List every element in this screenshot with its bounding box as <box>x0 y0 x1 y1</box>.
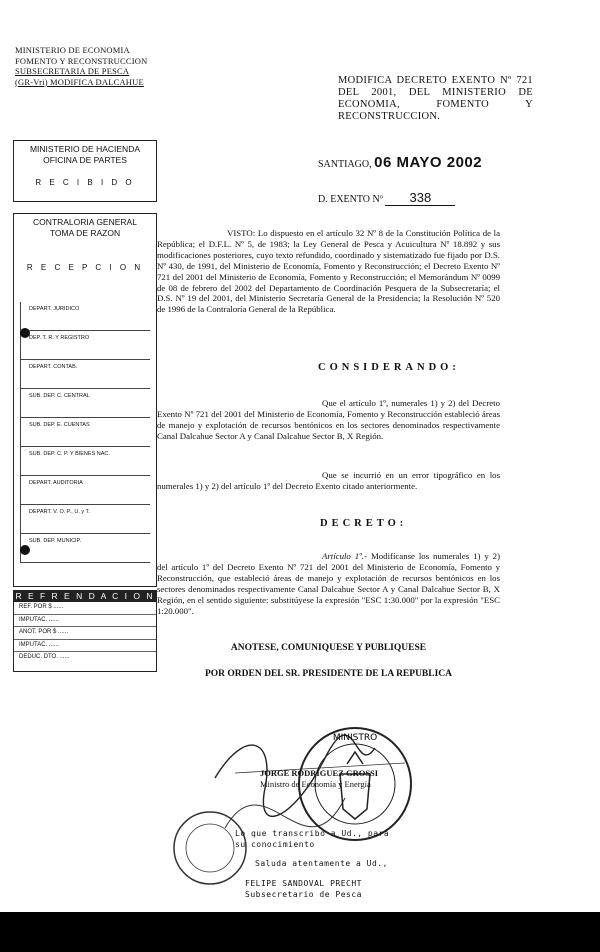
refrendacion-row: IMPUTAC. ...... <box>14 615 156 628</box>
hacienda-received: R E C I B I D O <box>35 178 135 187</box>
por-orden-line: POR ORDEN DEL SR. PRESIDENTE DE LA REPUBLICA <box>204 669 453 679</box>
refrendacion-row: REF. POR $ ...... <box>14 602 156 615</box>
articulo-text: Modifícanse los numerales 1) y 2) del artículo 1º del Decreto Exento Nº 721 del 2001 del Ministerio de Economía, Fomento y Reconstrucción, que estableció áreas de manejo y explotación de recursos bentónicos en los sectores denominados respectivamente Canal Dalcahue Sector A y Canal Dalcahue Sector B, X Región, en el sentido siguiente: substitúyese la expresión "ESC 1:30.000" por la expresión "ESC 1:20.000". <box>157 551 501 616</box>
refrendacion-title: R E F R E N D A C I O N <box>15 591 155 601</box>
contraloria-row: DEPART. JURIDICO <box>20 302 150 331</box>
contraloria-line-1: CONTRALORIA GENERAL <box>33 217 137 227</box>
punch-hole <box>20 328 30 338</box>
exento-number-line <box>318 190 455 206</box>
ministry-line-2: FOMENTO Y RECONSTRUCCION <box>15 55 148 66</box>
scan-bottom-edge <box>0 912 600 952</box>
anotese-line: ANOTESE, COMUNIQUESE Y PUBLIQUESE <box>230 643 427 653</box>
decreto-heading: DECRETO: <box>320 518 408 529</box>
seal-text: MINISTRO <box>332 733 378 743</box>
exento-label: D. EXENTO Nº <box>318 194 383 205</box>
contraloria-row: SUB. DEP. C. CENTRAL <box>20 389 150 418</box>
place: SANTIAGO, <box>318 159 372 170</box>
refrendacion-row: IMPUTAC. ...... <box>14 640 156 653</box>
considerando-paragraph-2: Que se incurrió en un error tipográfico en los numerales 1) y 2) del artículo 1º del Decreto Exento citado anteriormente. <box>157 470 500 491</box>
contraloria-table <box>20 302 150 563</box>
transcribe-block <box>235 828 389 869</box>
contraloria-row: DEP. T. R. Y REGISTRO <box>20 331 150 360</box>
date-stamp: 06 MAYO 2002 <box>374 154 483 171</box>
articulo-paragraph <box>157 551 500 616</box>
footer-name: FELIPE SANDOVAL PRECHT <box>245 879 362 888</box>
considerando-heading: CONSIDERANDO: <box>318 362 460 373</box>
refrendacion-row: DEDUC. DTO. ...... <box>19 654 70 660</box>
signatory-title: Ministro de Economía y Energía <box>260 779 371 789</box>
footer-signatory <box>245 878 362 900</box>
document-title: MODIFICA DECRETO EXENTO Nº 721 DEL 2001, DEL MINISTERIO DE ECONOMIA, FOMENTO Y RECONSTRUCCION. <box>338 75 533 122</box>
ministry-header <box>15 45 165 87</box>
contraloria-row: DEPART. V. O. P., U. y T. <box>20 505 150 534</box>
exento-number: 338 <box>385 190 455 206</box>
contraloria-row: SUB. DEP. C. P. Y BIENES NAC. <box>20 447 150 476</box>
hacienda-line-1: MINISTERIO DE HACIENDA <box>29 144 141 154</box>
reference-code: (GR-Vri) MODIFICA DALCAHUE <box>15 76 144 87</box>
contraloria-row: SUB. DEP. E. CUENTAS <box>20 418 150 447</box>
contraloria-stamp <box>13 213 157 587</box>
visto-paragraph: VISTO: Lo dispuesto en el artículo 32 Nº 8 de la Constitución Política de la República; el D.F.L. Nº 5, de 1983; la Ley General de Pesca y Acuicultura Nº 18.892 y sus modificaciones posteriores, cuyo texto refundido, coordinado y sistematizado fue fijado por D.S. Nº 430, de 1991, del Ministerio de Economía, Fomento y Reconstrucción; el Decreto Exento Nº 721 del 2001 del Ministerio de Economía, Fomento y Reconstrucción; el Memorándum Nº 0099 de 08 de febrero del 2002 del Departamento de Coordinación Pesquera de la Subsecretaría; el D.S. Nº 19 del 2001, del Ministerio Secretaría General de la Presidencia; la Resolución Nº 520 de 1996 de la Contraloría General de la República. <box>157 228 500 315</box>
hacienda-stamp <box>13 140 157 202</box>
ministry-line: MINISTERIO DE ECONOMIA <box>15 45 130 55</box>
refrendacion-box <box>13 590 157 672</box>
contraloria-row: DEPART. CONTAB. <box>20 360 150 389</box>
hacienda-line-2: OFICINA DE PARTES <box>43 155 127 165</box>
transcribe-line-2: su conocimiento <box>235 840 315 849</box>
footer-title: Subsecretario de Pesca <box>245 890 362 899</box>
refrendacion-row: ANOT. POR $ ...... <box>14 627 156 640</box>
contraloria-row: SUB. DEP. MUNICIP. <box>20 534 150 563</box>
signatory-name: JORGE RODRIGUEZ GROSSI <box>260 768 379 778</box>
transcribe-line-3: Saluda atentamente a Ud., <box>255 859 388 868</box>
signatory-block <box>260 768 378 790</box>
transcribe-line-1: Lo que transcribo a Ud., para <box>235 829 390 838</box>
place-date <box>318 154 482 171</box>
contraloria-line-2: TOMA DE RAZON <box>49 228 121 238</box>
articulo-label: Artículo 1º.- <box>322 551 368 561</box>
contraloria-row: DEPART. AUDITORIA <box>20 476 150 505</box>
contraloria-reception: R E C E P C I O N <box>26 263 144 272</box>
considerando-paragraph-1: Que el artículo 1º, numerales 1) y 2) del Decreto Exento Nº 721 del 2001 del Ministerio de Economía, Fomento y Reconstrucción estableció áreas de manejo y explotación de recursos bentónicos en los sectores denominados respectivamente Canal Dalcahue Sector A y Canal Dalcahue Sector B, X Región. <box>157 398 500 441</box>
subsecretaria-line: SUBSECRETARIA DE PESCA <box>15 66 130 76</box>
signature-area <box>205 718 525 928</box>
punch-hole <box>20 545 30 555</box>
